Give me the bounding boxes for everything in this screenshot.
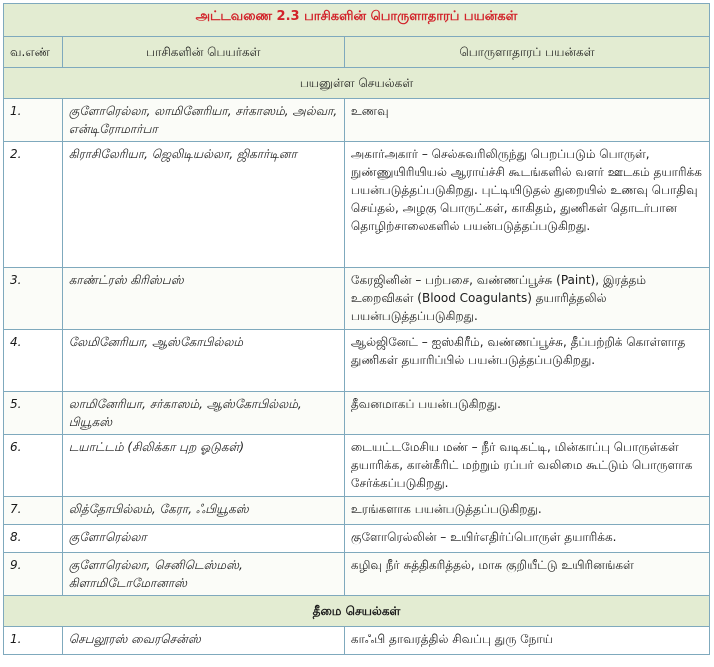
- algae-names: லித்தோபில்லம், கேரா, ஃபியூகஸ்: [62, 497, 344, 525]
- row-number: 5.: [4, 392, 63, 435]
- row-number: 9.: [4, 553, 63, 596]
- section-useful-label: பயனுள்ள செயல்கள்: [4, 68, 710, 99]
- algae-names: செபலூரஸ் வைரசென்ஸ்: [62, 627, 344, 655]
- header-uses: பொருளாதாரப் பயன்கள்: [344, 37, 709, 68]
- economic-uses-table: [3, 3, 710, 655]
- row-number: 1.: [4, 627, 63, 655]
- economic-use: கழிவு நீர் சுத்திகரித்தல், மாசு குறியீட்டு உயிரினங்கள்: [344, 553, 709, 596]
- table-title: அட்டவணை 2.3 பாசிகளின் பொருளாதாரப் பயன்கள்: [4, 4, 710, 37]
- economic-use: குளோரெல்லின் – உயிர்எதிர்ப்பொருள் தயாரிக்க.: [344, 525, 709, 553]
- row-number: 6.: [4, 435, 63, 497]
- economic-use: உணவு: [344, 99, 709, 142]
- economic-use: அகார்அகார் – செல்சுவரிலிருந்து பெறப்படும் பொருள், நுண்ணுயிரியியல் ஆராய்ச்சி கூடங்களில் வளர் ஊடகம் தயாரிக்க பயன்படுத்தப்படுகிறது. புட்டியிடுதல் துறையில் உணவு பொதிவு செய்தல், அழகு பொருட்கள், காகிதம், துணிகள் தொடர்பான தொழிற்சாலைகளில் பயன்படுத்தப்படுகிறது.: [344, 142, 709, 268]
- economic-use: ஆல்ஜினேட் – ஐஸ்கிரீம், வண்ணப்பூச்சு, தீப்பற்றிக் கொள்ளாத துணிகள் தயாரிப்பில் பயன்படுத்தப்படுகிறது.: [344, 330, 709, 392]
- table-title-row: [4, 4, 710, 37]
- algae-names: குளோரெல்லா, லாமினேரியா, சர்காஸம், அல்வா, என்டிரோமார்பா: [62, 99, 344, 142]
- economic-use: உரங்களாக பயன்படுத்தப்படுகிறது.: [344, 497, 709, 525]
- algae-names: காண்ட்ரஸ் கிரிஸ்பஸ்: [62, 268, 344, 330]
- row-number: 2.: [4, 142, 63, 268]
- table-row: [4, 99, 710, 142]
- section-harmful-label: தீமை செயல்கள்: [4, 596, 710, 627]
- economic-use: டையட்டமேசிய மண் – நீர் வடிகட்டி, மின்காப்பு பொருள்கள் தயாரிக்க, கான்கீரிட் மற்றும் ரப்பர் வலிமை கூட்டும் பொருளாக சேர்க்கப்படுகிறது.: [344, 435, 709, 497]
- table-row: [4, 525, 710, 553]
- algae-names: குளோரெல்லா: [62, 525, 344, 553]
- header-serial: வ.எண்: [4, 37, 63, 68]
- table-row: [4, 553, 710, 596]
- row-number: 7.: [4, 497, 63, 525]
- economic-uses-table-container: [3, 3, 710, 655]
- row-number: 3.: [4, 268, 63, 330]
- algae-names: லேமினேரியா, ஆஸ்கோபில்லம்: [62, 330, 344, 392]
- row-number: 8.: [4, 525, 63, 553]
- algae-names: குளோரெல்லா, செனிடெஸ்மஸ், கிளாமிடோமோனாஸ்: [62, 553, 344, 596]
- algae-names: லாமினேரியா, சர்காஸம், ஆஸ்கோபில்லம், பியூகஸ்: [62, 392, 344, 435]
- economic-use: காஃபி தாவரத்தில் சிவப்பு துரு நோய்: [344, 627, 709, 655]
- row-number: 4.: [4, 330, 63, 392]
- section-harmful-row: [4, 596, 710, 627]
- table-row: [4, 497, 710, 525]
- algae-names: டயாட்டம் (சிலிக்கா புற ஓடுகள்): [62, 435, 344, 497]
- table-row: [4, 330, 710, 392]
- table-row: [4, 435, 710, 497]
- section-useful-row: [4, 68, 710, 99]
- table-row: [4, 627, 710, 655]
- header-names: பாசிகளின் பெயர்கள்: [62, 37, 344, 68]
- economic-use: கேரஜினின் – பற்பசை, வண்ணப்பூச்சு (Paint), இரத்தம் உறைவிகள் (Blood Coagulants) தயாரித்தலில் பயன்படுத்தப்படுகிறது.: [344, 268, 709, 330]
- header-row: [4, 37, 710, 68]
- table-row: [4, 392, 710, 435]
- table-row: [4, 142, 710, 268]
- economic-use: தீவனமாகப் பயன்படுகிறது.: [344, 392, 709, 435]
- algae-names: கிராசிலேரியா, ஜெலிடியல்லா, ஜிகார்டினா: [62, 142, 344, 268]
- row-number: 1.: [4, 99, 63, 142]
- table-row: [4, 268, 710, 330]
